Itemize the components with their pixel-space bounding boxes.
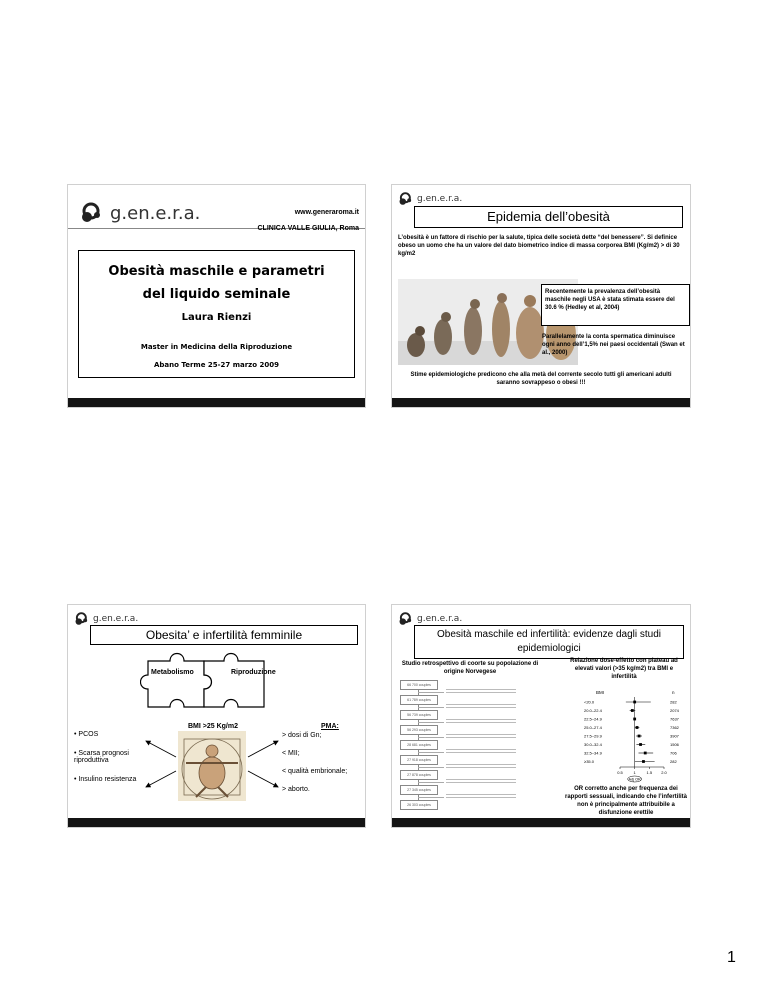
forest-point [642,760,645,763]
note1-box [541,284,690,326]
forest-row-bmi: 25.0–27.4 [584,725,602,730]
flow-exclusion-line [418,752,444,753]
forest-plot [582,685,686,785]
forest-row-bmi: <20.0 [584,699,595,705]
logo-text: g.en.e.r.a. [93,614,139,624]
flow-exclusion-text [446,719,516,723]
list-item: > dosi di Gn; [282,732,322,739]
title-line2: del liquido seminale [142,287,291,302]
flow-box: 28 681 couples [400,740,438,750]
forest-point [644,752,647,755]
bottom-note: OR corretto anche per frequenza dei rapporti sessuali, indicando che l’infertilità non è principalmente attribuibile a disfunzione erettile [564,786,688,816]
flow-exclusion-line [418,692,444,693]
genera-logo-icon [78,201,106,225]
forest-point [633,701,636,704]
bmi-label: BMI >25 Kg/m2 [188,723,238,730]
course: Master in Medicina della Riproduzione [140,343,293,351]
slide-title [67,184,366,408]
flow-exclusion-text [446,734,516,738]
flow-box: 61 789 couples [400,695,438,705]
pma-label: PMA: [321,723,339,730]
logo-text: g.en.e.r.a. [417,614,463,624]
website: www.generaroma.it [294,209,359,216]
flow-exclusion-line [418,737,444,738]
title-line1: Obesità maschile e parametri [108,264,325,279]
note2-text: Parallelamente la conta spermatica diminuisce ogni anno dell’1,5% nei paesi occidentali (Swan et al., 2000) [542,334,685,356]
slide-title-box [414,206,683,228]
genera-logo-icon [397,191,415,207]
logo-text: g.en.e.r.a. [110,202,201,224]
forest-row-bmi: ≥35.0 [584,759,594,764]
page-number: 1 [727,949,736,966]
slide-infertilita-maschile [391,604,691,828]
flow-box: 26 303 couples [400,800,438,810]
list-item: • Scarsa prognosi riproduttiva [74,750,129,764]
author: Laura Rienzi [181,312,252,323]
right-list [282,732,362,793]
flow-box: 56 293 couples [400,725,438,735]
forest-row-n: 3907 [670,733,679,739]
forest-point [633,718,636,721]
right-caption: Relazione dose-effetto con plateau ad elevati valori (>35 kg/m2) tra BMI e infertilità [570,658,678,680]
forest-row-n: 7637 [670,716,679,722]
event: Abano Terme 25-27 marzo 2009 [153,361,279,369]
forest-tick-label: 0.5 [617,770,623,775]
forest-row-bmi: 20.0–22.4 [584,708,602,713]
flow-exclusion-text [446,749,516,753]
forest-row-n: 2074 [670,708,679,713]
footer-bar [392,818,690,827]
list-item: < MII; [282,750,300,757]
forest-tick-label: 1.5 [646,770,653,775]
note1-text: Recentemente la prevalenza dell’obesità maschile negli USA è stata stimata essere del 30.6 % (Hedley et al, 2004) [545,289,675,311]
flow-exclusion-text [446,704,516,708]
left-caption: Studio retrospettivo di coorte su popolazione di origine Norvegese [401,661,539,675]
slide-title: Obesita’ e infertilità femminile [145,628,303,642]
forest-row-bmi: 30.0–32.4 [584,742,602,747]
forest-row-n: 706 [670,750,677,756]
forest-row-bmi: 32.5–34.9 [584,750,602,756]
flow-exclusion-line [418,707,444,708]
clinic-name: CLINICA VALLE GIULIA, Roma [257,225,359,232]
conclusion-text: Stime epidemiologiche predicono che alla metà del corrente secolo tutti gli americani adulti saranno sovrappeso o obesi !!! [410,372,672,386]
forest-row-bmi: 27.5–29.9 [584,733,602,739]
puzzle-right-label: Riproduzione [231,669,276,676]
logo-text: g.en.e.r.a. [417,194,463,204]
flow-exclusion-line [418,782,444,783]
flow-exclusion-line [418,722,444,723]
slide-title-box [414,625,684,659]
forest-row-n: 282 [670,759,677,764]
title-box [78,250,355,378]
forest-tick-label: 2.0 [661,770,667,775]
forest-tick-label: 1 [633,770,636,775]
left-list [74,731,146,783]
slide-title-box [90,625,358,645]
forest-row-n: 1506 [670,742,679,747]
genera-logo [397,191,462,207]
slide-infertilita-femminile [67,604,366,828]
forest-row-bmi: 22.5–24.9 [584,716,602,722]
list-item: • Insulino resistenza [74,776,137,783]
genera-logo-icon [397,611,415,627]
flow-box: 66 700 couples [400,680,438,690]
forest-col-n: n [672,690,675,695]
intro-text: L’obesità è un fattore di rischio per la salute, tipica delle società dette “del benessere”. Si definice obeso un uomo che ha un valore del dato biometrico indice di massa corporea BMI (Kg/m2) > di 30 kg/m2 [398,235,680,257]
forest-row-n: 282 [670,699,677,705]
flow-exclusion-text [446,764,516,768]
flow-box: 27 345 couples [400,785,438,795]
footer-bar [392,398,690,407]
flow-exclusion-text [446,689,516,693]
forest-point [638,735,641,738]
flow-box: 27 878 couples [400,770,438,780]
flow-exclusion-line [418,767,444,768]
puzzle-pieces [140,649,272,715]
flow-exclusion-line [418,797,444,798]
list-item: • PCOS [74,731,99,738]
list-item: > aborto. [282,786,310,793]
slide-title: Epidemia dell’obesità [487,209,610,224]
arrows [142,727,302,801]
forest-row-n: 7362 [670,725,679,730]
flow-box: 56 739 couples [400,710,438,720]
flow-exclusion-text [446,794,516,798]
puzzle-left-label: Metabolismo [151,669,194,676]
forest-point [639,743,642,746]
footer-bar [68,818,365,827]
slide-title: Obesità maschile ed infertilità: evidenze dagli studi epidemiologici [436,629,661,654]
forest-col-bmi: BMI [596,690,605,695]
forest-axis-label: Adj OR [628,777,641,782]
slide-epidemia [391,184,691,408]
flow-exclusion-text [446,779,516,783]
footer-bar [68,398,365,407]
list-item: < qualità embrionale; [282,768,348,775]
genera-logo-icon [73,611,91,627]
forest-point [631,709,634,712]
genera-logo [78,201,200,225]
flow-chart [400,680,560,815]
forest-point [636,726,639,729]
flow-box: 27 918 couples [400,755,438,765]
